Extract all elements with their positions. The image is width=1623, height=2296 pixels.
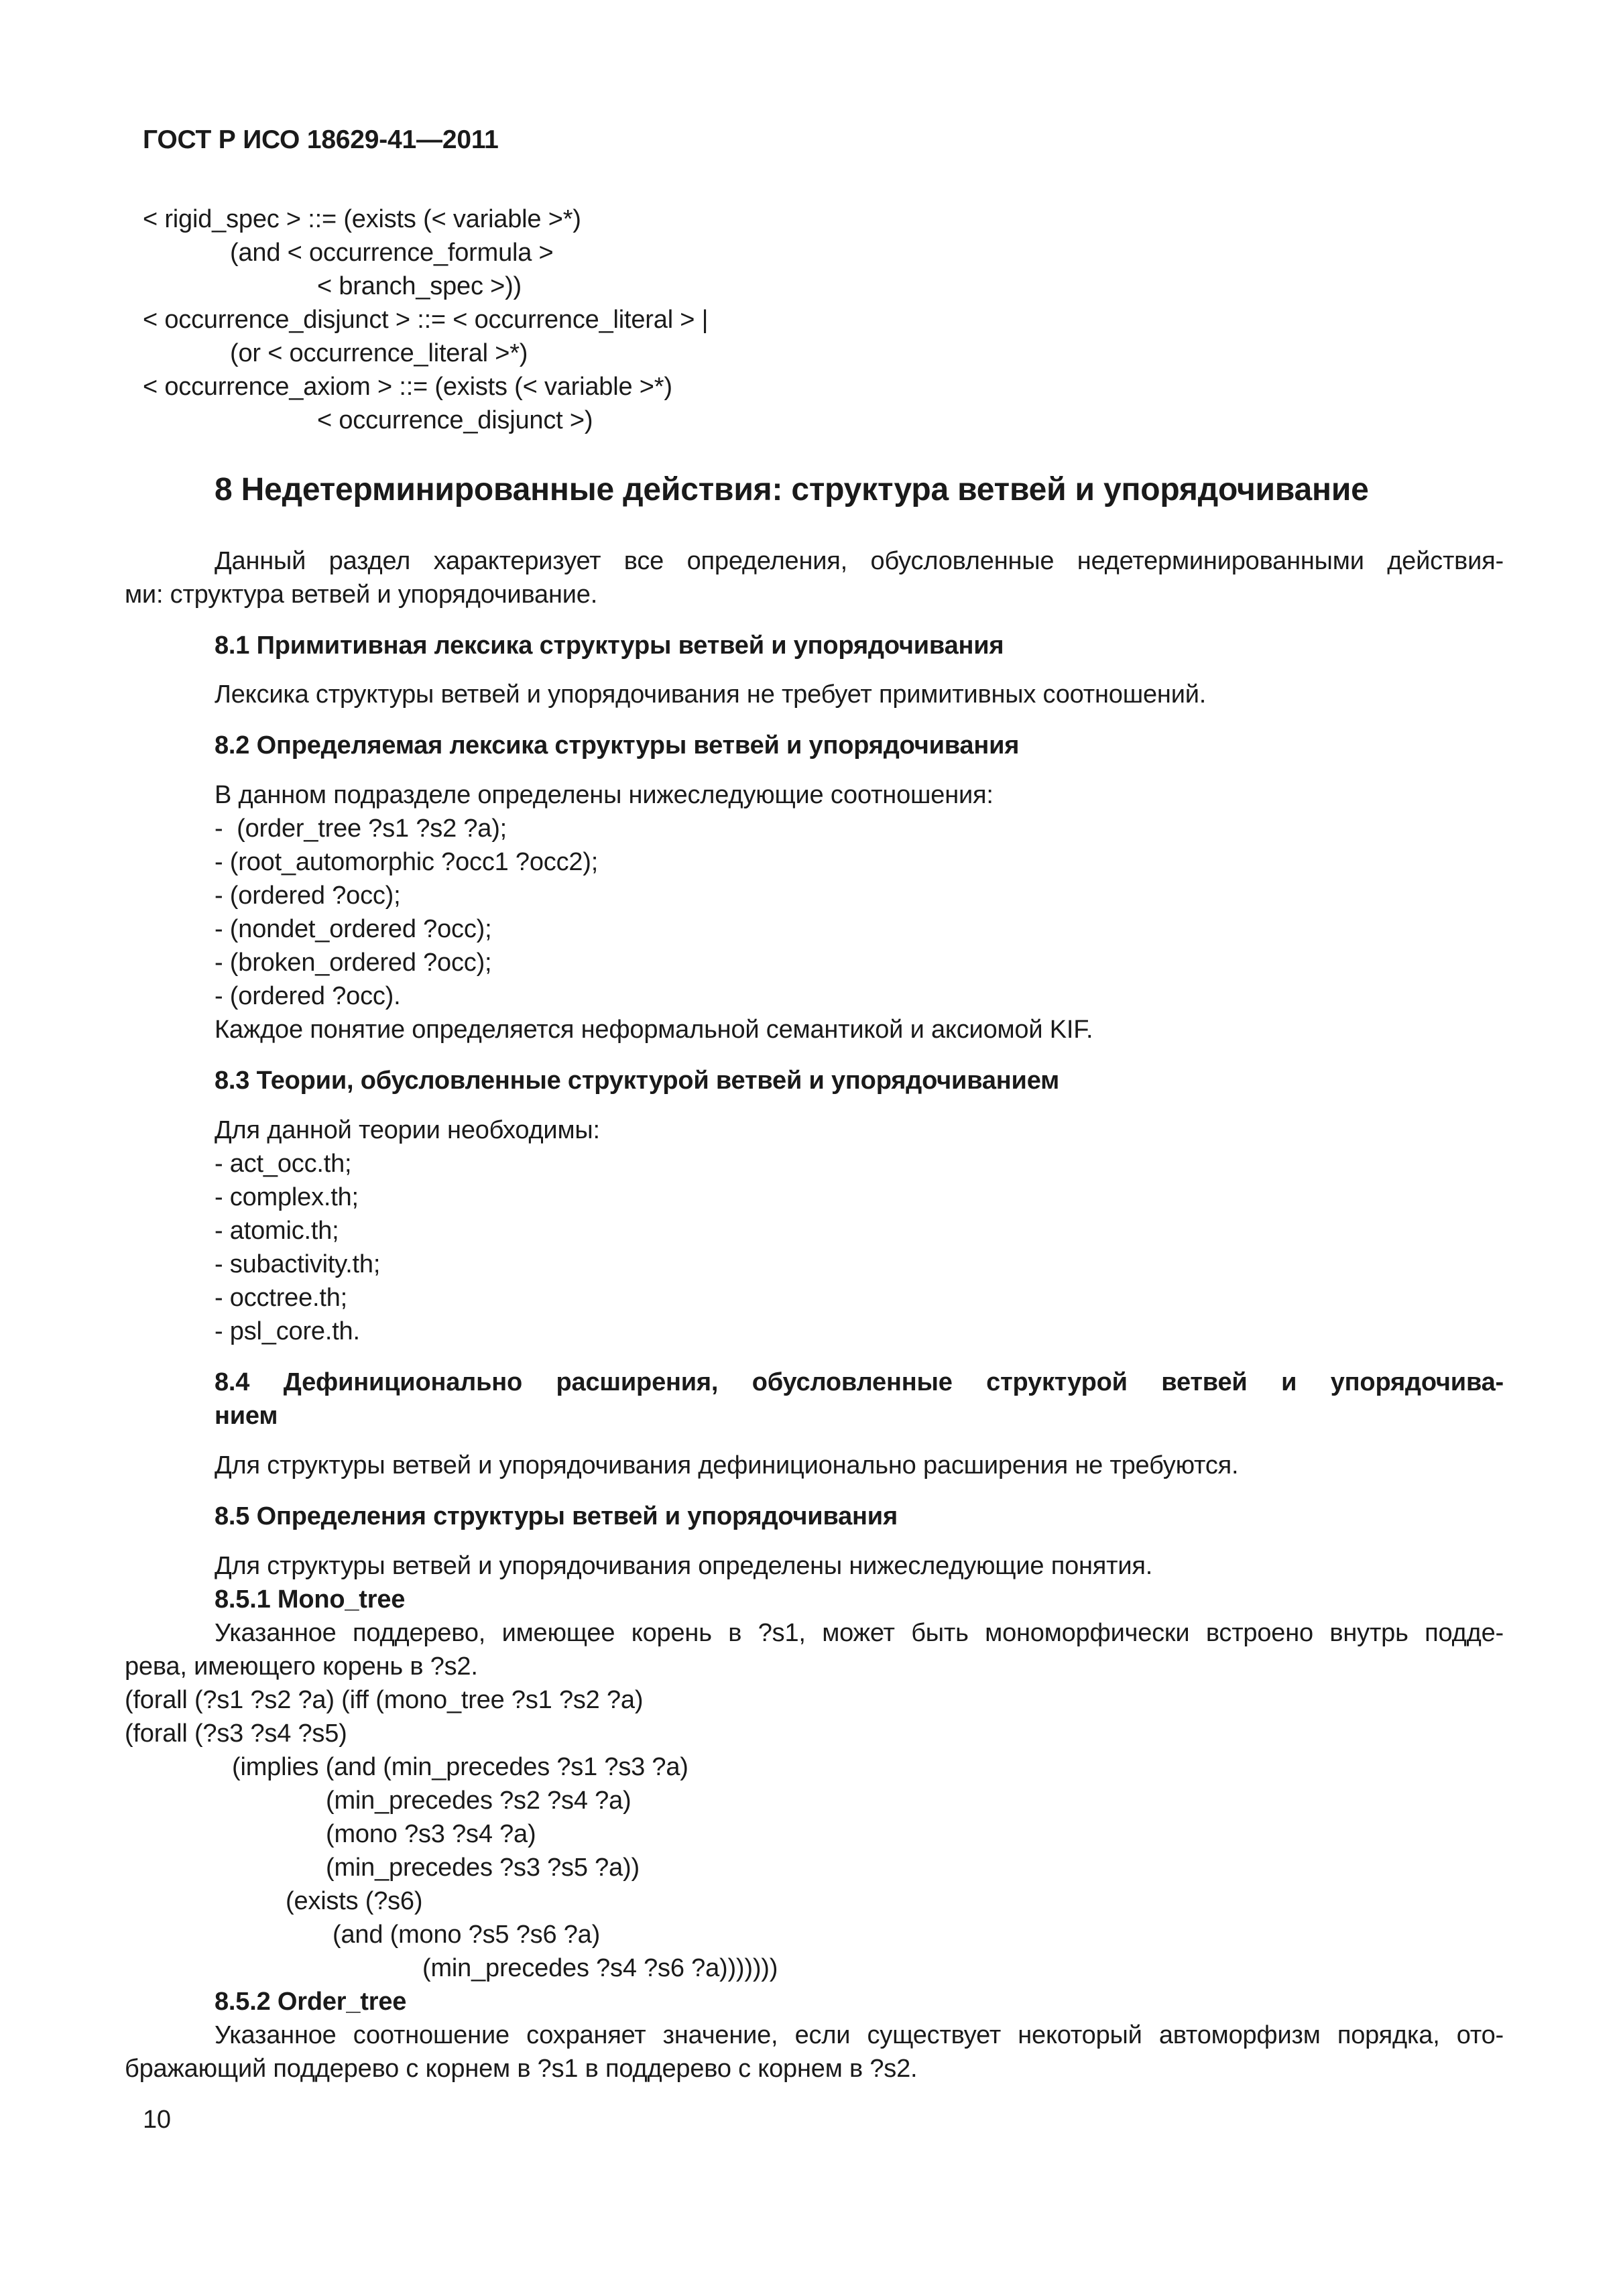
paragraph-line: бражающий поддерево с корнем в ?s1 в поддерево с корнем в ?s2. — [125, 2055, 918, 2083]
section-heading: 8 Недетерминированные действия: структура ветвей и упорядочивание — [215, 472, 1369, 507]
list-item: - psl_core.th. — [215, 1317, 360, 1345]
grammar-line: < branch_spec >)) — [317, 272, 522, 300]
list-item: - act_occ.th; — [215, 1150, 352, 1178]
paragraph-line: Указанное поддерево, имеющее корень в ?s1, может быть мономорфически встроено внутрь подде- — [215, 1619, 1504, 1647]
subsection-heading: 8.2 Определяемая лексика структуры ветвей и упорядочивания — [215, 731, 1020, 760]
subsection-heading: 8.3 Теории, обусловленные структурой ветвей и упорядочиванием — [215, 1067, 1060, 1095]
code-line: (min_precedes ?s2 ?s4 ?a) — [326, 1787, 632, 1815]
list-item: - (root_automorphic ?occ1 ?occ2); — [215, 848, 599, 876]
grammar-line: < occurrence_disjunct >) — [317, 406, 593, 434]
list-item: - (ordered ?occ); — [215, 882, 401, 910]
subsection-heading: 8.4 Дефиниционально расширения, обусловленные структурой ветвей и упорядочива- — [215, 1368, 1504, 1396]
paragraph-line: Данный раздел характеризует все определения, обусловленные недетерминированными действия- — [215, 547, 1504, 575]
code-line: (and (mono ?s5 ?s6 ?a) — [333, 1921, 601, 1949]
paragraph-line: Для структуры ветвей и упорядочивания дефиниционально расширения не требуются. — [215, 1451, 1239, 1479]
list-item: - atomic.th; — [215, 1217, 339, 1245]
paragraph-line: рева, имеющего корень в ?s2. — [125, 1652, 478, 1681]
code-line: (mono ?s3 ?s4 ?a) — [326, 1820, 536, 1848]
code-line: (forall (?s3 ?s4 ?s5) — [125, 1719, 347, 1748]
code-line: (exists (?s6) — [286, 1887, 423, 1915]
code-line: (implies (and (min_precedes ?s1 ?s3 ?a) — [232, 1753, 688, 1781]
grammar-line: < occurrence_axiom > ::= (exists (< variable >*) — [143, 373, 672, 401]
subsection-heading: 8.5 Определения структуры ветвей и упорядочивания — [215, 1502, 898, 1530]
grammar-line: (or < occurrence_literal >*) — [230, 339, 528, 367]
grammar-line: < rigid_spec > ::= (exists (< variable >*) — [143, 205, 581, 233]
grammar-line: < occurrence_disjunct > ::= < occurrence_literal > | — [143, 306, 709, 334]
grammar-line: (and < occurrence_formula > — [230, 239, 554, 267]
subsubsection-heading: 8.5.2 Order_tree — [215, 1988, 407, 2016]
paragraph-line: Лексика структуры ветвей и упорядочивания не требует примитивных соотношений. — [215, 680, 1207, 709]
subsection-heading: нием — [215, 1402, 278, 1430]
subsubsection-heading: 8.5.1 Mono_tree — [215, 1585, 406, 1614]
list-item: - (broken_ordered ?occ); — [215, 949, 492, 977]
list-item: - (order_tree ?s1 ?s2 ?a); — [215, 814, 507, 843]
paragraph-line: Для данной теории необходимы: — [215, 1116, 600, 1144]
code-line: (min_precedes ?s3 ?s5 ?a)) — [326, 1854, 640, 1882]
list-item: - occtree.th; — [215, 1284, 348, 1312]
code-line: (forall (?s1 ?s2 ?a) (iff (mono_tree ?s1 ?s2 ?a) — [125, 1686, 644, 1714]
list-item: - (nondet_ordered ?occ); — [215, 915, 492, 943]
list-item: - subactivity.th; — [215, 1250, 381, 1278]
document-header: ГОСТ Р ИСО 18629-41—2011 — [143, 125, 499, 154]
paragraph-line: Каждое понятие определяется неформальной семантикой и аксиомой KIF. — [215, 1016, 1093, 1044]
list-item: - complex.th; — [215, 1183, 359, 1211]
page-number: 10 — [143, 2106, 171, 2134]
paragraph-line: Для структуры ветвей и упорядочивания определены нижеследующие понятия. — [215, 1552, 1153, 1580]
paragraph-line: Указанное соотношение сохраняет значение, если существует некоторый автоморфизм порядка, ото- — [215, 2021, 1504, 2049]
paragraph-line: В данном подразделе определены нижеследующие соотношения: — [215, 781, 994, 809]
code-line: (min_precedes ?s4 ?s6 ?a))))))) — [422, 1954, 778, 1982]
list-item: - (ordered ?occ). — [215, 982, 401, 1010]
subsection-heading: 8.1 Примитивная лексика структуры ветвей и упорядочивания — [215, 631, 1004, 660]
paragraph-line: ми: структура ветвей и упорядочивание. — [125, 581, 598, 609]
